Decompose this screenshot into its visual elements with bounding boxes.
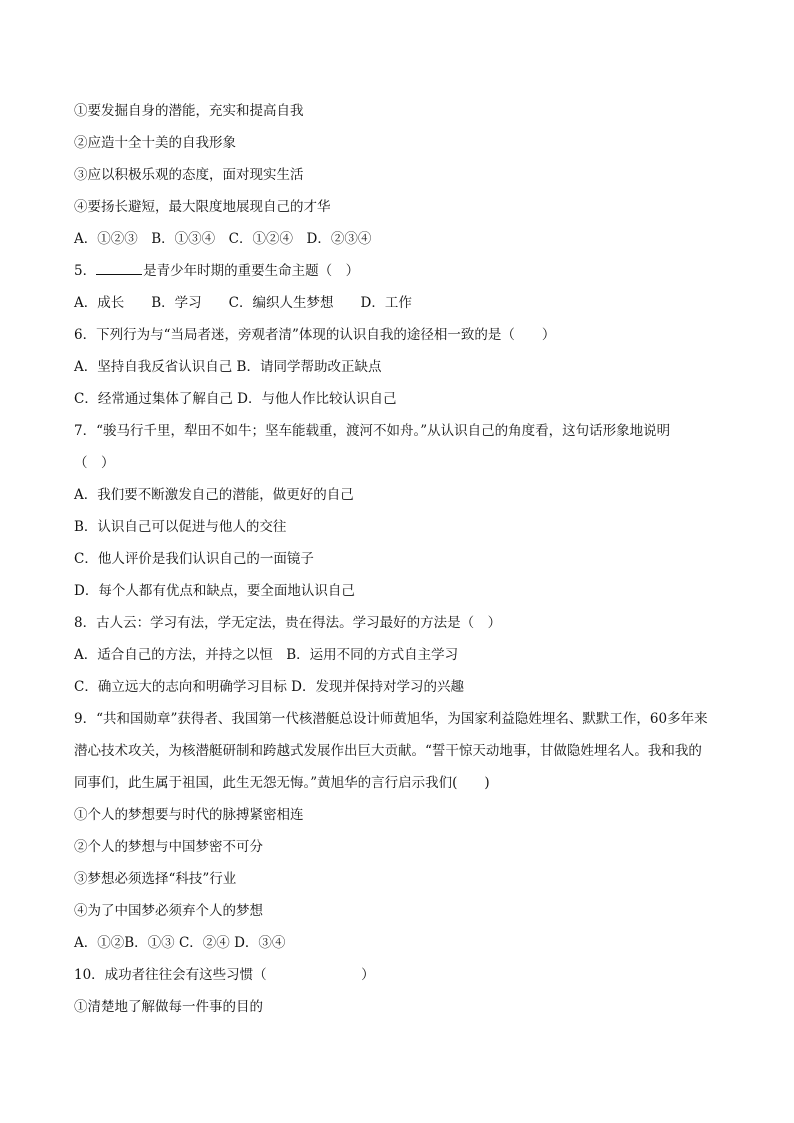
q4-option-2: ②应造十全十美的自我形象	[74, 135, 236, 151]
q4-option-4: ④要扬长避短，最大限度地展现自己的才华	[74, 199, 331, 215]
q10-option-1: ①清楚地了解做每一件事的目的	[74, 999, 263, 1015]
q8-choices-ab: A．适合自己的方法，并持之以恒 B．运用不同的方式自主学习	[74, 647, 459, 663]
q9-option-3: ③梦想必须选择“科技”行业	[74, 871, 237, 887]
q9-option-4: ④为了中国梦必须弃个人的梦想	[74, 903, 263, 919]
q4-choices: A．①②③ B．①③④ C．①②④ D．②③④	[74, 231, 372, 247]
q9-option-1: ①个人的梦想要与时代的脉搏紧密相连	[74, 807, 304, 823]
q9-question-3: 同事们，此生属于祖国，此生无怨无悔。”黄旭华的言行启示我们( )	[74, 775, 490, 791]
q5-number: 5．	[74, 263, 97, 279]
q8-question: 8．古人云：学习有法，学无定法，贵在得法。学习最好的方法是（ ）	[74, 615, 502, 631]
q7-choice-b: B．认识自己可以促进与他人的交往	[74, 519, 287, 535]
fill-in-blank	[96, 262, 142, 275]
q7-question: 7．“骏马行千里，犁田不如牛；坚车能载重，渡河不如舟。”从认识自己的角度看，这句话形象地说明	[74, 423, 671, 439]
q9-question-2: 潜心技术攻关，为核潜艇研制和跨越式发展作出巨大贡献。“誓干惊天动地事，甘做隐姓埋名人。我和我的	[74, 743, 702, 759]
q7-choice-c: C．他人评价是我们认识自己的一面镜子	[74, 551, 314, 567]
q7-choice-a: A．我们要不断激发自己的潜能，做更好的自己	[74, 487, 354, 503]
q7-choice-d: D．每个人都有优点和缺点，要全面地认识自己	[74, 583, 355, 599]
q5-text: 是青少年时期的重要生命主题（ ）	[143, 263, 360, 279]
q7-question-cont: （ ）	[74, 455, 115, 471]
q4-option-1: ①要发掘自身的潜能，充实和提高自我	[74, 103, 304, 119]
q5-question	[74, 262, 734, 280]
q9-choices: A．①②B．①③ C．②④ D．③④	[74, 935, 286, 951]
q6-question: 6．下列行为与“当局者迷，旁观者清”体现的认识自我的途径相一致的是（ ）	[74, 327, 556, 343]
q5-choices: A．成长 B．学习 C．编织人生梦想 D．工作	[74, 295, 412, 311]
q9-question-1: 9．“共和国勋章”获得者、我国第一代核潜艇总设计师黄旭华，为国家利益隐姓埋名、默默工作，60多年来	[74, 711, 708, 727]
q8-choices-cd: C．确立远大的志向和明确学习目标 D．发现并保持对学习的兴趣	[74, 679, 464, 695]
q10-question: 10．成功者往往会有这些习惯（ ）	[74, 967, 375, 983]
q6-choices-cd: C．经常通过集体了解自己 D．与他人作比较认识自己	[74, 391, 397, 407]
q6-choices-ab: A．坚持自我反省认识自己 B．请同学帮助改正缺点	[74, 359, 382, 375]
q4-option-3: ③应以积极乐观的态度，面对现实生活	[74, 167, 304, 183]
q9-option-2: ②个人的梦想与中国梦密不可分	[74, 839, 263, 855]
